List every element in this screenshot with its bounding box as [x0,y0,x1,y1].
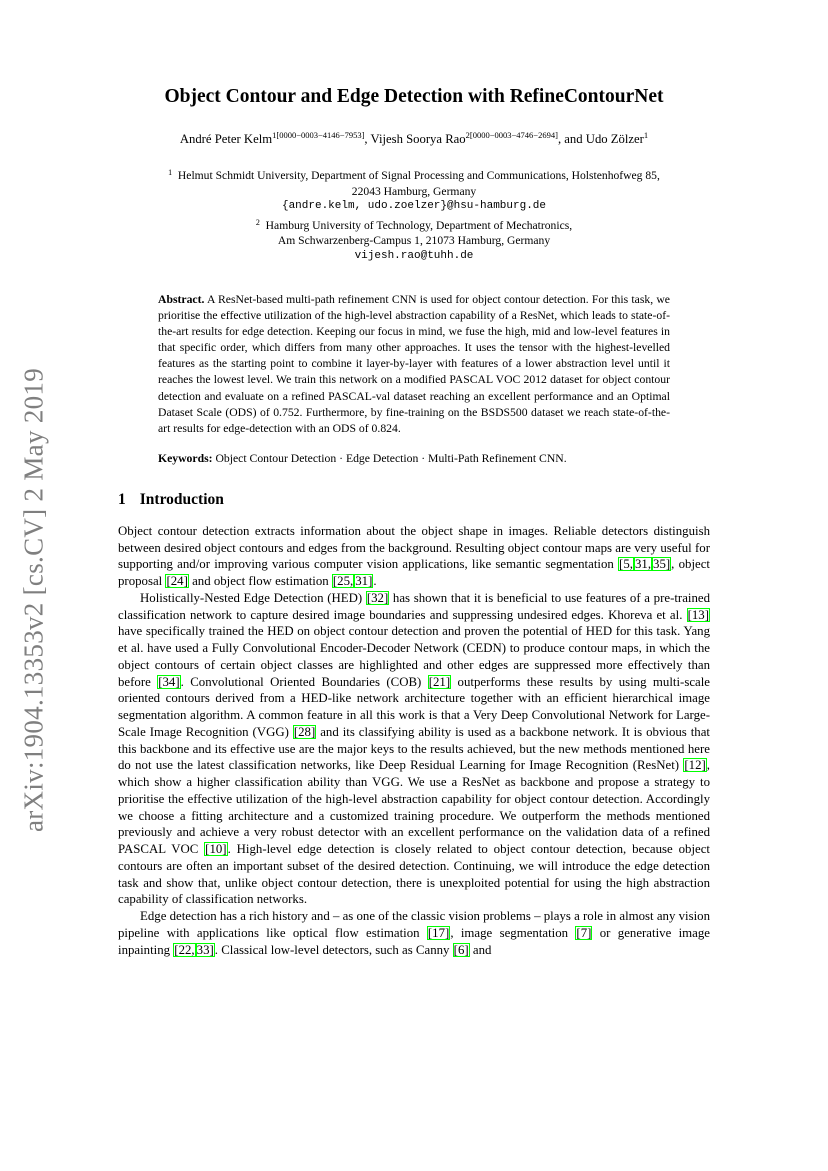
citation-link[interactable]: [10] [205,842,227,857]
affiliation-line: $^1$ Helmut Schmidt University, Department of Signal Processing and Communications, Holstenhofweg 85, [168,168,660,182]
affiliation-mark: 1[0000−0003−4146−7953] [272,130,365,140]
orcid-id: [0000−0003−4146−7953] [276,130,365,140]
keywords-label: Keywords: [158,451,213,465]
email-address[interactable]: {andre.kelm, udo.zoelzer}@hsu-hamburg.de [281,200,547,212]
abstract [158,292,670,437]
citation-link[interactable]: 31] [355,574,373,589]
paragraph: Object contour detection extracts information about the object shape in images. Reliable detectors distinguish between desired object contours and edges from the background. Resulting object contour maps are very useful for supporting and/or improving various computer vision applications, like semantic segmentation [5, 31, 35], object proposal [24] and object flow estimation [25, 31]. [118,523,710,589]
author-name: Vijesh Soorya Rao [370,132,466,146]
citation-link[interactable]: [7] [576,925,592,940]
citation-link[interactable]: [34] [158,674,180,689]
paragraph: Edge detection has a rich history and – as one of the classic vision problems – plays a role in almost any vision pipeline with applications like optical flow estimation [17], image segmentation [7] or generative image inpainting [22, 33]. Classical low-level detectors, such as Canny [6] and [118,909,710,957]
keywords [158,451,670,467]
citation-link[interactable]: [21] [428,674,451,689]
abstract-label: Abstract. [158,293,205,306]
email-address[interactable]: vijesh.rao@tuhh.de [354,249,474,262]
section-title: Introduction [139,490,224,508]
abstract-text: A ResNet-based multi-path refinement CNN is used for object contour detection. For this task, we prioritise the effective utilization of the high-level abstraction capability of a ResNet, which leads to state-of-the-art results for edge detection. Keeping our focus in mind, we fuse the high, mid and low-level features in that specific order, which differs from many other approaches. It uses the tensor with the highest-levelled features as the starting point to combine it layer-by-layer with features of a lower abstraction level until it reaches the lowest level. We train this network on a modified PASCAL VOC 2012 dataset for object contour detection and evaluate on a refined PASCAL-val dataset reaching an excellent performance and an Optimal Dataset Scale (ODS) of 0.752. Furthermore, by fine-training on the BSDS500 dataset we reach state-of-the-art results for edge-detection with an ODS of 0.824. [158,293,670,435]
citation-link[interactable]: [24] [166,574,188,589]
arxiv-side-stamp [12,360,56,840]
citation-link[interactable]: [6] [453,942,469,957]
citation-link[interactable]: [13] [687,607,709,622]
affiliation-mark: 1 [643,130,649,140]
body-text [118,523,710,959]
section-number: 1 [118,490,126,508]
author-list: André Peter Kelm$^{1[0000-0003-4146-7953]}$, Vijesh Soorya Rao$^{2[0000-0003-4746-2694]}$, and Udo Zölzer$^1$ [179,130,649,146]
citation-link[interactable]: 31, [634,557,652,572]
paper-title: Object Contour and Edge Detection with RefineContourNet [164,86,664,107]
citation-link[interactable]: 33] [196,942,214,957]
author-name: Udo Zölzer [585,132,644,146]
keywords-text: Object Contour Detection · Edge Detection · Multi-Path Refinement CNN. [215,451,567,465]
affiliation-line: Am Schwarzenberg-Campus 1, 21073 Hamburg, Germany [277,234,551,247]
arxiv-identifier: arXiv:1904.13353v2 [cs.CV] 2 May 2019 [18,367,49,833]
affiliation-line: 22043 Hamburg, Germany [351,184,477,198]
orcid-id: [0000−0003−4746−2694] [469,130,558,140]
section-heading [118,491,710,509]
paragraph: Holistically-Nested Edge Detection (HED) [32] has shown that it is beneficial to use features of a pre-trained classification network to capture desired image boundaries and suppressing undesired edges. Khoreva et al. [13] have specifically trained the HED on object contour detection and proven the potential of HED for this task. Yang et al. have used a Fully Convolutional Encoder-Decoder Network (CEDN) to produce contour maps, in which the object contours of certain object classes are highlighted and other edges are suppressed more effectively than before [34]. Convolutional Oriented Boundaries (COB) [21] outperforms these results by using multi-scale oriented contours derived from a HED-like network architecture together with an efficient hierarchical image segmentation algorithm. A common feature in all this work is that a Very Deep Convolutional Network for Large-Scale Image Recognition (VGG) [28] and its classifying ability is used as a backbone network. It is obvious that this backbone and its effective use are the major keys to the results achieved, but the new methods mentioned here do not use the latest classification networks, like Deep Residual Learning for Image Recognition (ResNet) [12], which show a higher classification ability than VGG. We use a ResNet as backbone and propose a strategy to prioritise the effective utilization of the high-level abstraction capability for object contour detection. Accordingly we choose a fitting architecture and a customized training procedure. We outperform the methods mentioned previously and achieve a very robust detector with an excellent performance on the validation data of a refined PASCAL VOC [10]. High-level edge detection is closely related to object contour detection, because object contours are often an important subset of the desired detection. Continuing, we will introduce the edge detection task and show that, unlike object contour detection, there is unexploited potential for using the high abstraction capability of classification networks. [118,590,711,907]
citation-link[interactable]: [22, [174,942,195,957]
affiliation-line: $^2$ Hamburg University of Technology, Department of Mechatronics, [255,217,573,232]
author-name: André Peter Kelm [179,132,273,146]
citation-link[interactable]: [28] [293,724,316,739]
citation-link[interactable]: [12] [684,758,706,773]
citation-link[interactable]: [25, [332,574,354,589]
citation-link[interactable]: 35] [653,557,671,572]
paper-page [118,0,710,958]
citation-link[interactable]: [5, [619,557,633,572]
affiliation-mark: 2[0000−0003−4746−2694] [465,130,558,140]
affiliations [118,165,710,264]
citation-link[interactable]: [17] [427,925,450,940]
citation-link[interactable]: [32] [366,590,389,605]
